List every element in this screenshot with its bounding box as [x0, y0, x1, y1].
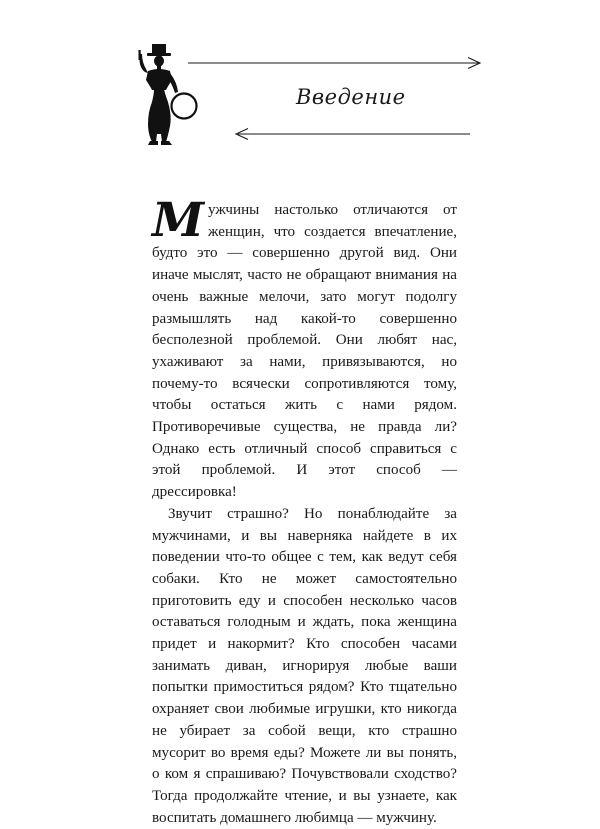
drop-cap: М — [152, 193, 205, 248]
paragraph-intro-text: ужчины настолько отличаются от женщин, что создается впечатление, будто это — совершенно другой вид. Они иначе мыслят, часто не обращают внимания на очень важные мелочи, зато могут подолгу размышлять над какой-то совершенно бесполезной проблемой. Они любят нас, ухаживают за нами, привязываются, но почему-то всячески сопротивляются тому, чтобы остаться жить с нами рядом. Противоречивые существа, не правда ли? Однако есть отличный способ справиться с этой проблемой. И этот способ — дрессировка! — [152, 202, 457, 501]
body-text — [152, 193, 457, 829]
lady-with-hoop-silhouette-icon — [128, 42, 198, 152]
paragraph-second: Звучит страшно? Но понаблюдайте за мужчинами, и вы наверняка найдете в их поведении что-то общее с тем, как ведут себя собаки. Кто не может самостоятельно приготовить еду и способен несколько часов оставаться голодным и ждать, пока женщина придет и накормит? Кто способен часами занимать диван, игнорируя любые ваши попытки примоститься рядом? Кто тщательно охраняет свои любимые игрушки, кто никогда не убирает за собой вещи, кто страшно мусорит во время еды? Можете ли вы понять, о ком я спрашиваю? Почувствовали сходство? Тогда продолжайте чтение, и вы узнаете, как воспитать домашнего любимца — мужчину. — [152, 505, 457, 826]
arrow-left-icon — [236, 129, 470, 140]
arrow-right-icon — [188, 58, 480, 69]
chapter-title: Введение — [296, 85, 406, 109]
chapter-header — [0, 0, 600, 170]
paragraph-intro — [152, 193, 457, 504]
